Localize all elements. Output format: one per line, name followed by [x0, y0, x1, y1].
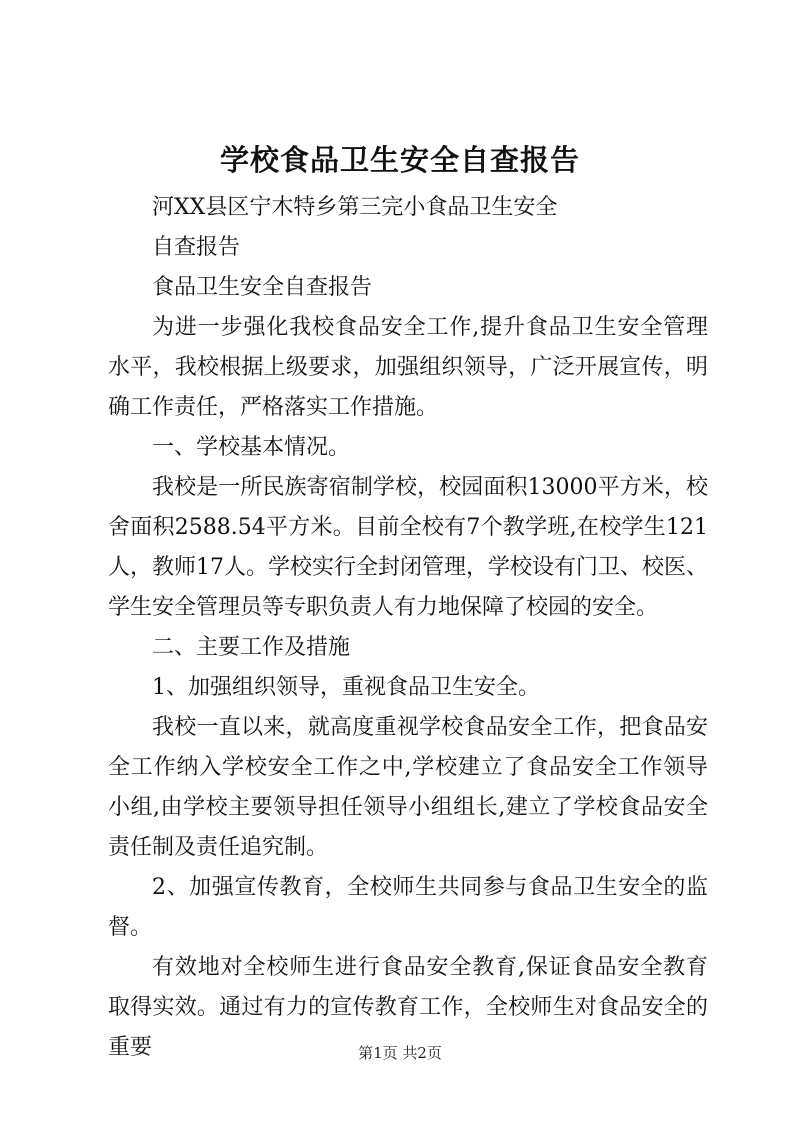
- paragraph-subtitle: 食品卫生安全自查报告: [152, 275, 373, 300]
- heading-section-2: 二、主要工作及措施: [152, 635, 351, 660]
- heading-item-1: 1、加强组织领导，重视食品卫生安全。: [152, 675, 540, 700]
- heading-item-2: 2、加强宣传教育，全校师生共同参与食品卫生安全的监督。: [108, 875, 708, 940]
- paragraph-education: 有效地对全校师生进行食品安全教育,保证食品安全教育取得实效。通过有力的宣传教育工作，全校师生对食品安全的重要: [108, 955, 708, 1060]
- paragraph-leadership: 我校一直以来，就高度重视学校食品安全工作，把食品安全工作纳入学校安全工作之中,学校建立了食品安全工作领导小组,由学校主要领导担任领导小组组长,建立了学校食品安全责任制及责任追究制。: [108, 715, 708, 860]
- page-footer: 第1页 共2页: [358, 1044, 442, 1062]
- document-title: 学校食品卫生安全自查报告: [219, 143, 580, 177]
- paragraph-self-check-report: 自查报告: [152, 235, 241, 260]
- heading-section-1: 一、学校基本情况。: [152, 435, 351, 460]
- document-body: [108, 188, 708, 1068]
- paragraph-school-info: 我校是一所民族寄宿制学校，校园面积13000平方米，校舍面积2588.54平方米。目前全校有7个教学班,在校学生121人，教师17人。学校实行全封闭管理，学校设有门卫、校医、学生安全管理员等专职负责人有力地保障了校园的安全。: [108, 475, 708, 620]
- paragraph-intro: 为进一步强化我校食品安全工作,提升食品卫生安全管理水平，我校根据上级要求，加强组织领导，广泛开展宣传，明确工作责任，严格落实工作措施。: [108, 315, 708, 420]
- paragraph-school-name: 河XX县区宁木特乡第三完小食品卫生安全: [152, 195, 558, 220]
